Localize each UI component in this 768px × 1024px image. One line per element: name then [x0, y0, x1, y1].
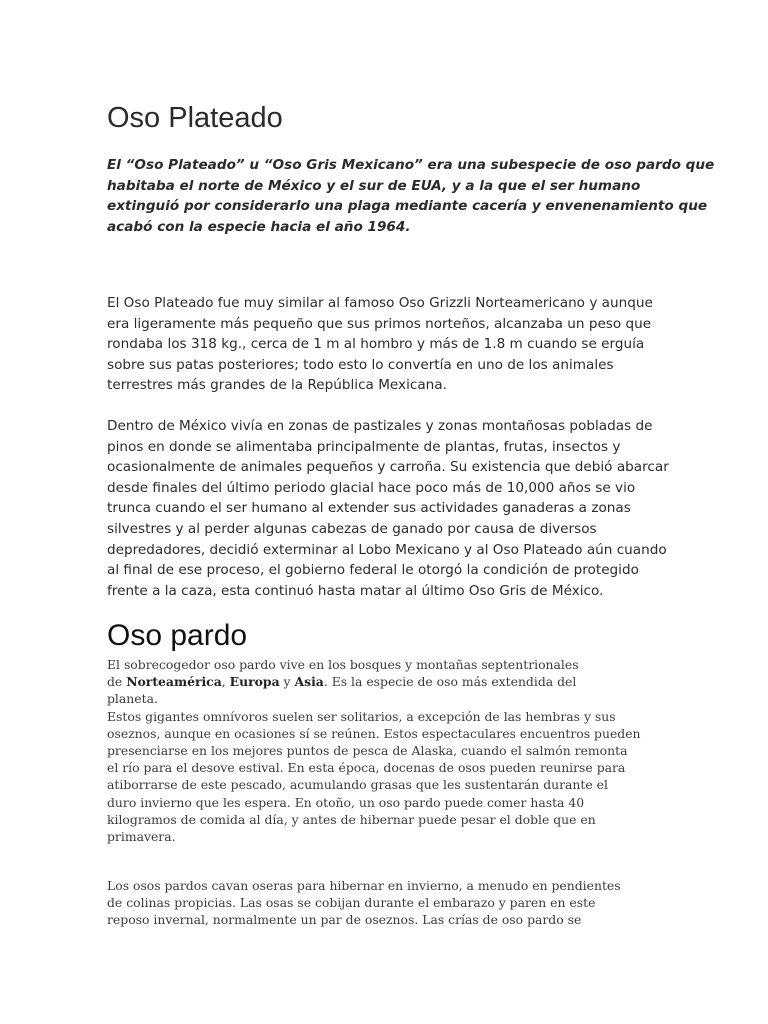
section-title-oso-pardo: Oso pardo	[107, 619, 248, 652]
text-line: depredadores, decidió exterminar al Lobo Mexicano y al Oso Plateado aún cuando	[107, 541, 667, 558]
lead-line: acabó con la especie hacia el año 1964.	[107, 218, 411, 235]
oso-pardo-paragraph-3	[107, 877, 667, 929]
text-line: terrestres más grandes de la República Mexicana.	[107, 377, 447, 394]
text-line	[107, 673, 667, 690]
text-fragment: de	[107, 674, 127, 690]
text-line: kilogramos de comida al día, y antes de hibernar puede pesar el doble que en	[107, 811, 596, 827]
text-line: el río para el desove estival. En esta época, docenas de osos pueden reunirse para	[107, 760, 626, 776]
lead-line: El “Oso Plateado” u “Oso Gris Mexicano” era una subespecie de oso pardo que	[107, 157, 715, 173]
text-line: primavera.	[107, 829, 176, 845]
text-fragment: ,	[221, 674, 230, 690]
text-line: duro invierno que les espera. En otoño, un oso pardo puede comer hasta 40	[107, 794, 585, 810]
text-line: desde finales del último periodo glacial hace poco más de 10,000 años se vio	[107, 479, 636, 496]
text-line: oseznos, aunque en ocasiones sí se reúnen. Estos espectaculares encuentros pueden	[107, 725, 641, 741]
text-line: El sobrecogedor oso pardo vive en los bosques y montañas septentrionales	[107, 657, 579, 672]
lead-line: extinguió por considerarlo una plaga mediante cacería y envenenamiento que	[107, 198, 708, 214]
lead-line: habitaba el norte de México y el sur de EUA, y a la que el ser humano	[107, 177, 641, 194]
text-line: presenciarse en los mejores puntos de pesca de Alaska, cuando el salmón remonta	[107, 743, 628, 759]
text-line: de colinas propicias. Las osas se cobijan durante el embarazo y paren en este	[107, 895, 596, 911]
text-line: Estos gigantes omnívoros suelen ser solitarios, a excepción de las hembras y sus	[107, 708, 616, 724]
text-line: trunca cuando el ser humano al extender sus actividades ganaderas a zonas	[107, 500, 631, 517]
link-norteamerica[interactable]: Norteamérica	[126, 674, 222, 690]
text-line: planeta.	[107, 691, 158, 707]
text-line: ocasionalmente de animales pequeños y carroña. Su existencia que debió abarcar	[107, 459, 669, 476]
text-line: Dentro de México vivía en zonas de pastizales y zonas montañosas pobladas de	[107, 418, 653, 434]
text-line: rondaba los 318 kg., cerca de 1 m al hombro y más de 1.8 m cuando se erguía	[107, 336, 645, 353]
link-europa[interactable]: Europa	[229, 674, 280, 690]
body-paragraph-1	[107, 293, 667, 396]
text-line: sobre sus patas posteriores; todo esto lo convertía en uno de los animales	[107, 356, 614, 373]
text-line: reposo invernal, normalmente un par de oseznos. Las crías de oso pardo se	[107, 912, 582, 928]
text-line: al final de ese proceso, el gobierno federal le otorgó la condición de protegido	[107, 562, 639, 579]
oso-pardo-text	[107, 656, 667, 845]
text-line: silvestres y al perder algunas cabezas de ganado por causa de diversos	[107, 520, 597, 537]
link-asia[interactable]: Asia	[294, 674, 324, 690]
text-line: Los osos pardos cavan oseras para hibernar en invierno, a menudo en pendientes	[107, 878, 621, 893]
text-line: El Oso Plateado fue muy similar al famoso Oso Grizzli Norteamericano y aunque	[107, 295, 653, 311]
text-fragment: y	[279, 674, 295, 690]
article-title: Oso Plateado	[107, 102, 283, 134]
text-line: pinos en donde se alimentaba principalmente de plantas, frutas, insectos y	[107, 438, 621, 455]
text-line: era ligeramente más pequeño que sus primos norteños, alcanzaba un peso que	[107, 315, 652, 332]
lead-paragraph	[107, 155, 715, 237]
body-paragraph-2	[107, 416, 667, 601]
text-line: atiborrarse de este pescado, acumulando grasas que les sustentarán durante el	[107, 777, 608, 793]
text-fragment: . Es la especie de oso más extendida del	[323, 674, 577, 690]
text-line: frente a la caza, esta continuó hasta matar al último Oso Gris de México.	[107, 582, 604, 599]
